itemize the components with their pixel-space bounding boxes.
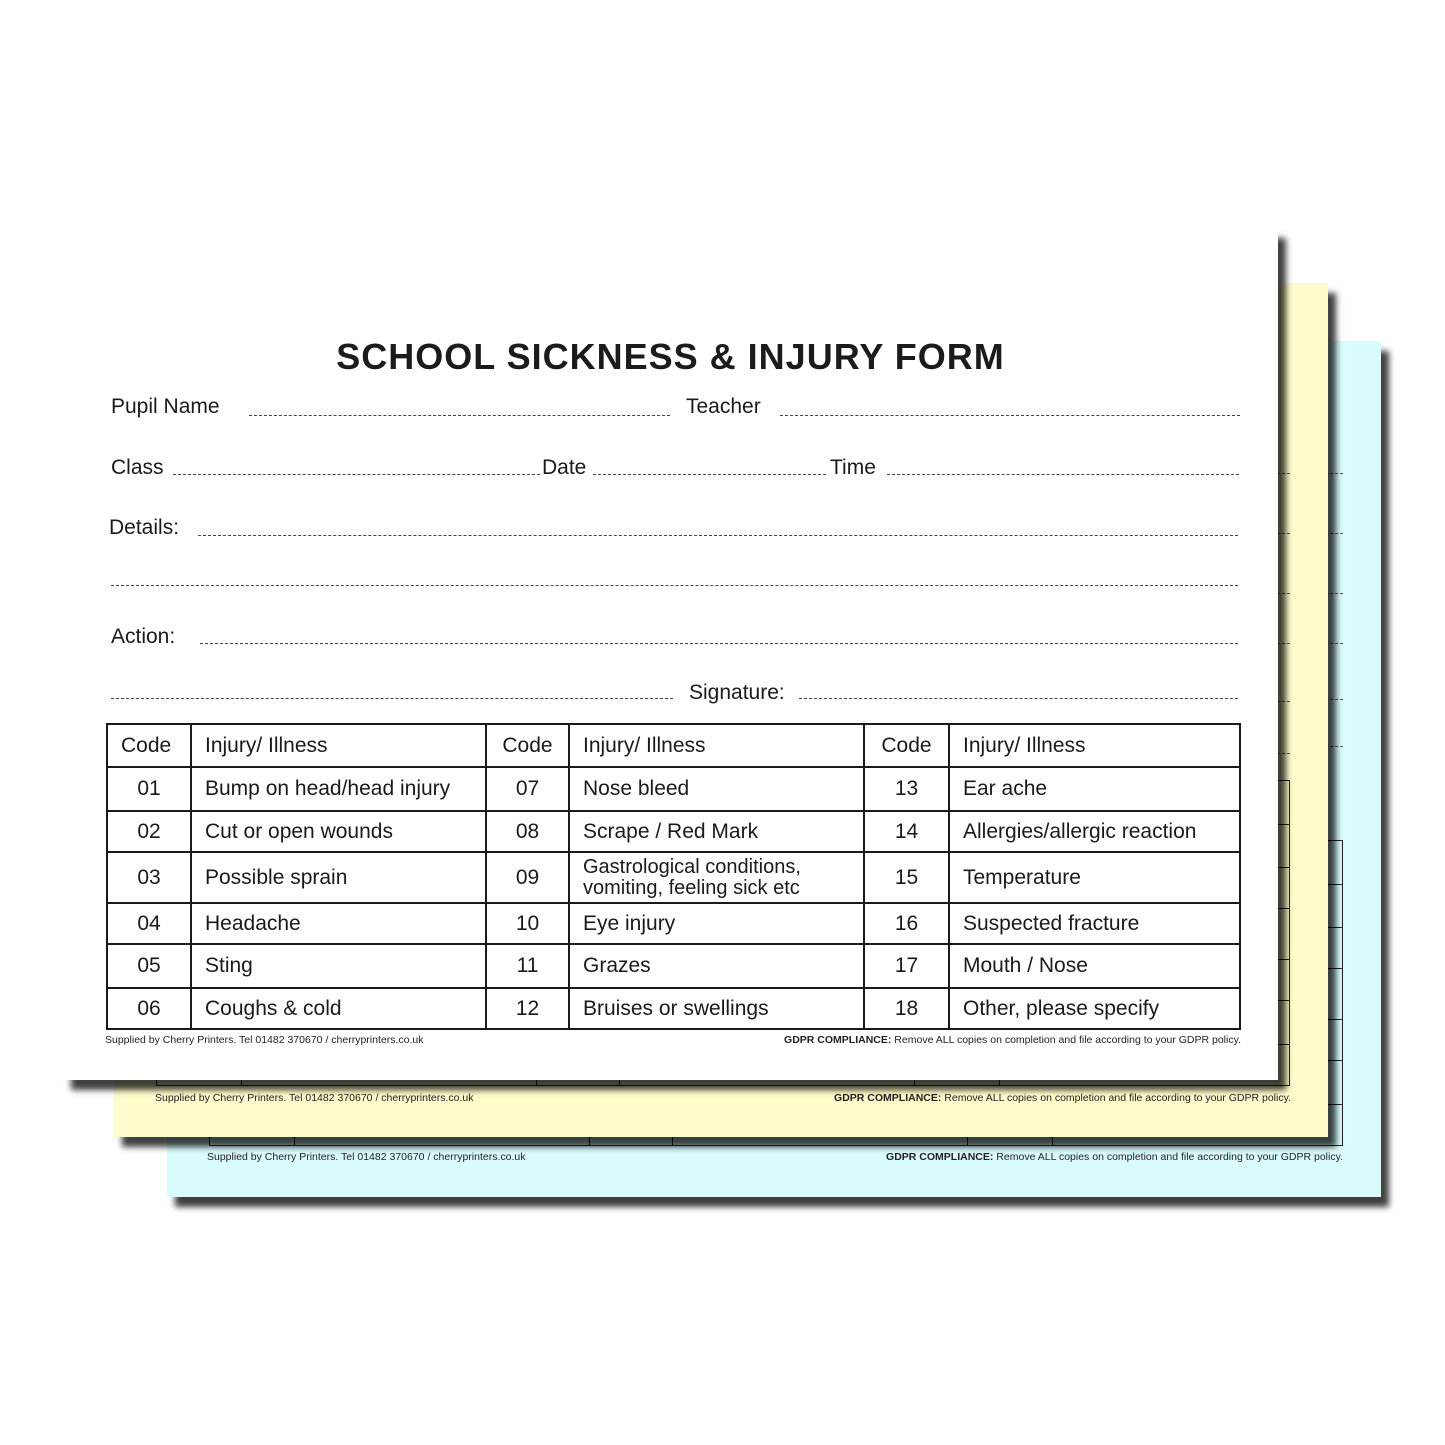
illness-cell: Nose bleed [569,767,864,811]
action-input-line-2[interactable] [111,698,673,699]
signature-input[interactable] [799,698,1238,699]
code-cell: 07 [486,767,569,811]
illness-cell: Bump on head/head injury [191,767,486,811]
code-cell: 09 [486,852,569,903]
gdpr-text: Remove ALL copies on completion and file according to your GDPR policy. [993,1151,1343,1163]
details-label: Details: [109,516,180,539]
gdpr-label: GDPR COMPLIANCE: [834,1092,942,1104]
details-input-line-2[interactable] [111,585,1238,586]
table-row [107,903,1240,944]
illness-cell: Gastrological conditions, vomiting, feeling sick etc [569,852,864,903]
illness-cell: Scrape / Red Mark [569,811,864,852]
illness-cell: Allergies/allergic reaction [949,811,1240,852]
pupil-name-input[interactable] [249,415,670,416]
code-cell: 17 [864,944,949,988]
signature-label: Signature: [689,681,785,704]
illness-header: Injury/ Illness [191,724,486,767]
code-cell: 12 [486,988,569,1029]
table-row [107,988,1240,1029]
date-input[interactable] [593,474,826,475]
code-cell: 11 [486,944,569,988]
teacher-input[interactable] [780,415,1240,416]
table-header-row [107,724,1240,767]
gdpr-footer [834,1092,1291,1104]
code-header: Code [107,724,191,767]
table-row [107,944,1240,988]
form-title: SCHOOL SICKNESS & INJURY FORM [336,336,1005,377]
supplier-footer: Supplied by Cherry Printers. Tel 01482 370670 / cherryprinters.co.uk [207,1151,526,1163]
illness-cell: Possible sprain [191,852,486,903]
date-label: Date [542,456,587,479]
code-cell: 05 [107,944,191,988]
illness-header: Injury/ Illness [949,724,1240,767]
illness-cell: Mouth / Nose [949,944,1240,988]
illness-cell: Eye injury [569,903,864,944]
code-cell: 02 [107,811,191,852]
illness-cell: Coughs & cold [191,988,486,1029]
class-label: Class [111,456,164,479]
code-cell: 10 [486,903,569,944]
gdpr-footer [784,1034,1241,1046]
action-label: Action: [111,625,176,648]
teacher-label: Teacher [686,395,761,418]
code-cell: 08 [486,811,569,852]
table-row [107,811,1240,852]
illness-cell: Grazes [569,944,864,988]
code-cell: 18 [864,988,949,1029]
code-cell: 14 [864,811,949,852]
code-cell: 01 [107,767,191,811]
code-cell: 13 [864,767,949,811]
illness-cell: Temperature [949,852,1240,903]
supplier-footer: Supplied by Cherry Printers. Tel 01482 370670 / cherryprinters.co.uk [105,1034,424,1046]
code-cell: 15 [864,852,949,903]
supplier-footer: Supplied by Cherry Printers. Tel 01482 370670 / cherryprinters.co.uk [155,1092,474,1104]
gdpr-text: Remove ALL copies on completion and file according to your GDPR policy. [891,1034,1241,1046]
code-cell: 16 [864,903,949,944]
class-input[interactable] [173,474,540,475]
gdpr-label: GDPR COMPLIANCE: [784,1034,892,1046]
illness-cell: Bruises or swellings [569,988,864,1029]
illness-cell: Sting [191,944,486,988]
table-row [107,767,1240,811]
illness-cell: Ear ache [949,767,1240,811]
action-input[interactable] [200,643,1238,644]
gdpr-label: GDPR COMPLIANCE: [886,1151,994,1163]
code-cell: 06 [107,988,191,1029]
pupil-name-label: Pupil Name [111,395,220,418]
illness-cell: Cut or open wounds [191,811,486,852]
gdpr-footer [886,1151,1343,1163]
code-header: Code [486,724,569,767]
illness-cell: Suspected fracture [949,903,1240,944]
code-cell: 04 [107,903,191,944]
illness-cell: Headache [191,903,486,944]
code-header: Code [864,724,949,767]
time-input[interactable] [887,474,1239,475]
gdpr-text: Remove ALL copies on completion and file according to your GDPR policy. [941,1092,1291,1104]
table-row [107,852,1240,903]
injury-codes-table [106,723,1241,1030]
illness-cell: Other, please specify [949,988,1240,1029]
illness-header: Injury/ Illness [569,724,864,767]
details-input[interactable] [198,535,1238,536]
code-cell: 03 [107,852,191,903]
time-label: Time [830,456,876,479]
white-original-sheet [63,228,1278,1080]
